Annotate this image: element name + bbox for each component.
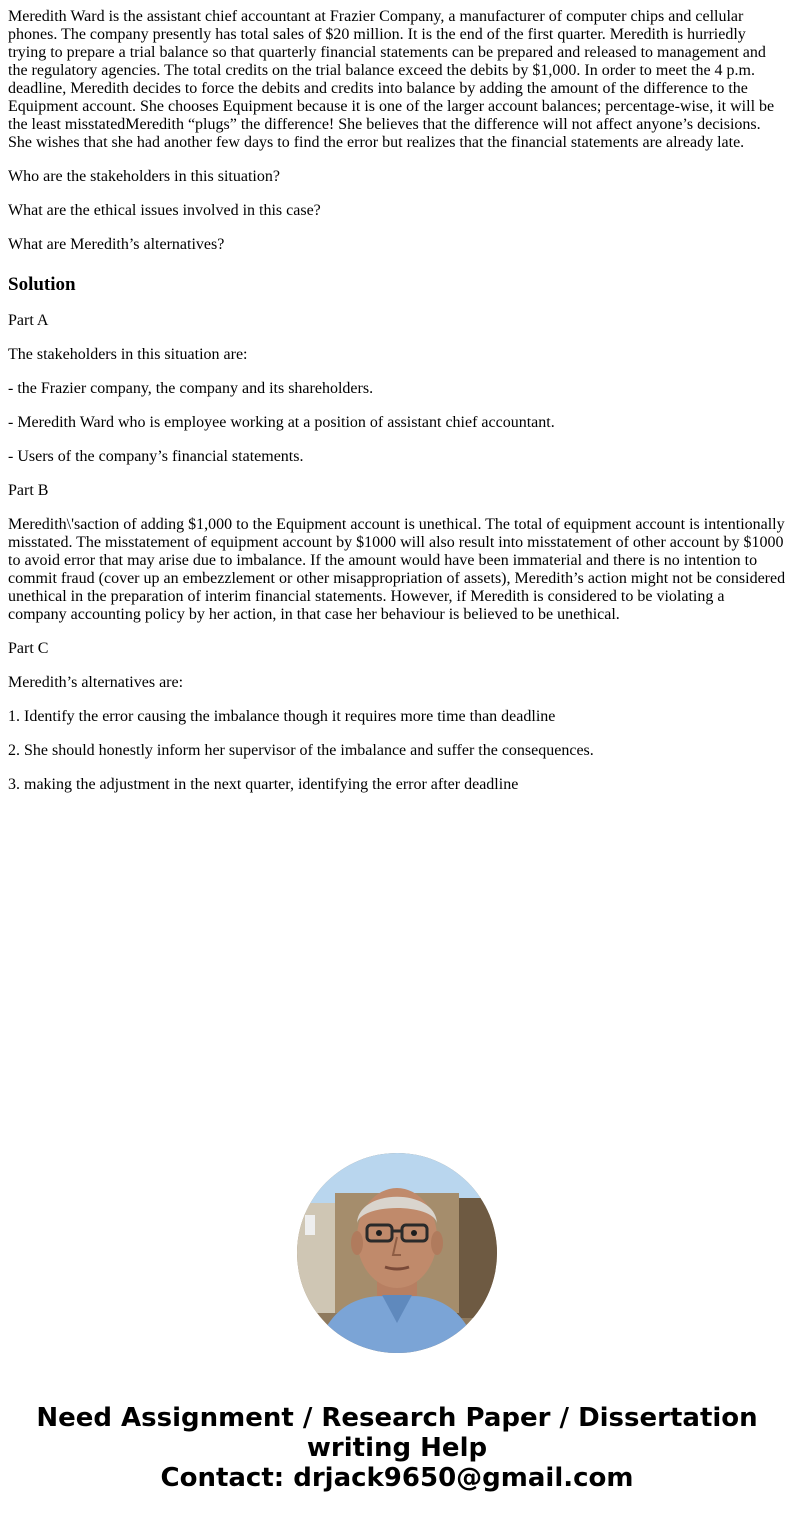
part-c-item: 2. She should honestly inform her supervisor of the imbalance and suffer the consequences. xyxy=(8,742,594,759)
question-3: What are Meredith’s alternatives? xyxy=(8,236,225,253)
solution-heading: Solution xyxy=(8,274,76,295)
promo-line-2: writing Help xyxy=(306,1433,488,1463)
question-2: What are the ethical issues involved in this case? xyxy=(8,202,321,219)
part-a-item: - the Frazier company, the company and its shareholders. xyxy=(8,380,374,397)
part-a-item: - Meredith Ward who is employee working at a position of assistant chief accountant. xyxy=(8,414,555,431)
promo-line-1: Need Assignment / Research Paper / Dissertation xyxy=(36,1403,758,1433)
avatar xyxy=(297,1153,497,1353)
part-b-label: Part B xyxy=(8,482,49,499)
part-c-label: Part C xyxy=(8,640,49,657)
tutor-photo-icon xyxy=(297,1153,497,1353)
part-c-item: 3. making the adjustment in the next quarter, identifying the error after deadline xyxy=(8,776,519,793)
part-c-item: 1. Identify the error causing the imbalance though it requires more time than deadline xyxy=(8,708,556,725)
part-a-item: - Users of the company’s financial statements. xyxy=(8,448,304,465)
part-b-text: Meredith\'saction of adding $1,000 to the Equipment account is unethical. The total of equipment account is intentionally misstated. The misstatement of equipment account by $1000 will also result into misstatement of other account by $1000 to avoid error that may arise due to imbalance. If the amount would have been immaterial and there is no intention to commit fraud (cover up an embezzlement or other misappropriation of assets), Meredith’s action might not be considered unethical in the preparation of interim financial statements. However, if Meredith is considered to be violating a company accounting policy by her action, in that case her behaviour is believed to be unethical. xyxy=(8,516,786,623)
promo-banner xyxy=(0,1403,794,1493)
document-body xyxy=(8,8,786,810)
question-1: Who are the stakeholders in this situation? xyxy=(8,168,280,185)
question-scenario: Meredith Ward is the assistant chief accountant at Frazier Company, a manufacturer of computer chips and cellular phones. The company presently has total sales of $20 million. It is the end of the first quarter. Meredith is hurriedly trying to prepare a trial balance so that quarterly financial statements can be prepared and released to management and the regulatory agencies. The total credits on the trial balance exceed the debits by $1,000. In order to meet the 4 p.m. deadline, Meredith decides to force the debits and credits into balance by adding the amount of the difference to the Equipment account. She chooses Equipment because it is one of the larger account balances; percentage-wise, it will be the least misstatedMeredith “plugs” the difference! She believes that the difference will not affect anyone’s decisions. She wishes that she had another few days to find the error but realizes that the financial statements are already late. xyxy=(8,8,775,151)
promo-contact: Contact: drjack9650@gmail.com xyxy=(160,1463,634,1493)
part-a-label: Part A xyxy=(8,312,49,329)
part-a-intro: The stakeholders in this situation are: xyxy=(8,346,248,363)
part-c-intro: Meredith’s alternatives are: xyxy=(8,674,184,691)
